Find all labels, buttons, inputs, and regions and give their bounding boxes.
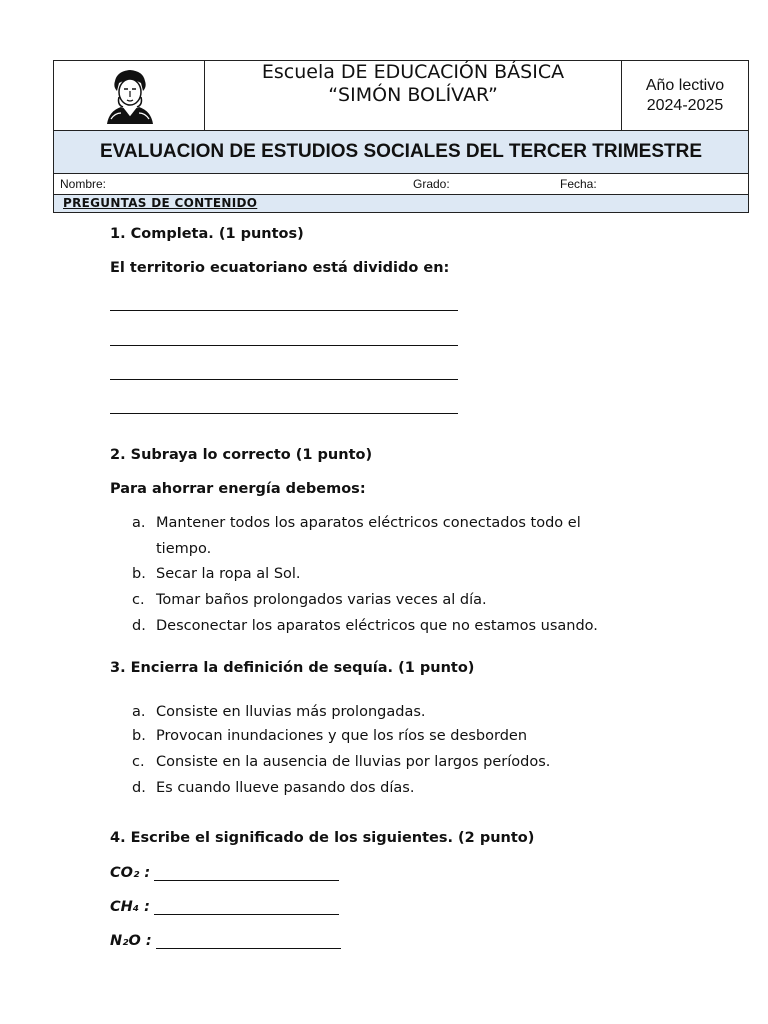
option-letter: a. — [132, 515, 146, 531]
portrait-icon — [97, 67, 161, 125]
section-heading: PREGUNTAS DE CONTENIDO — [54, 195, 748, 212]
answer-line[interactable] — [154, 900, 339, 915]
answer-line[interactable] — [110, 413, 458, 414]
exam-title: EVALUACION DE ESTUDIOS SOCIALES DEL TERCER TRIMESTRE — [54, 131, 748, 174]
answer-line[interactable] — [110, 345, 458, 346]
option-letter: d. — [132, 618, 146, 634]
option-letter: a. — [132, 704, 146, 720]
answer-line[interactable] — [156, 934, 341, 949]
question-1-prompt: El territorio ecuatoriano está dividido en: — [110, 260, 450, 276]
school-name-line1: Escuela DE EDUCACIÓN BÁSICA — [261, 61, 565, 83]
year-label: Año lectivo — [645, 76, 725, 94]
student-fields-row — [54, 174, 748, 195]
year-value: 2024-2025 — [646, 96, 724, 114]
question-4-title: 4. Escribe el significado de los siguientes. (2 punto) — [110, 830, 535, 846]
question-3-title: 3. Encierra la definición de sequía. (1 punto) — [110, 660, 475, 676]
chem-item-co2 — [110, 865, 339, 881]
option-letter: b. — [132, 566, 146, 582]
option-item[interactable] — [132, 723, 527, 749]
header-top-row — [54, 61, 748, 131]
option-text-continued: tiempo. — [156, 541, 212, 557]
option-item[interactable] — [132, 587, 487, 613]
option-text: Es cuando llueve pasando dos días. — [156, 780, 415, 796]
question-2-title: 2. Subraya lo correcto (1 punto) — [110, 447, 373, 463]
option-text: Desconectar los aparatos eléctricos que no estamos usando. — [156, 618, 598, 634]
option-letter: d. — [132, 780, 146, 796]
option-text: Provocan inundaciones y que los ríos se desborden — [156, 728, 528, 744]
question-2-prompt: Para ahorrar energía debemos: — [110, 481, 366, 497]
answer-line[interactable] — [154, 866, 339, 881]
school-name-line2: “SIMÓN BOLÍVAR” — [328, 84, 498, 106]
chem-item-n2o — [110, 933, 341, 949]
option-letter: c. — [132, 754, 145, 770]
option-text: Tomar baños prolongados varias veces al día. — [156, 592, 487, 608]
chem-item-ch4 — [110, 899, 339, 915]
option-item[interactable] — [132, 561, 301, 587]
grado-field[interactable]: Grado: — [413, 177, 450, 191]
school-name — [205, 61, 622, 130]
chem-formula: CH₄ : — [110, 899, 150, 915]
fecha-field[interactable]: Fecha: — [560, 177, 597, 191]
option-letter: b. — [132, 728, 146, 744]
chem-formula: CO₂ : — [110, 865, 151, 881]
option-item[interactable] — [132, 510, 581, 536]
chem-formula: N₂O : — [110, 933, 152, 949]
option-letter: c. — [132, 592, 145, 608]
option-item[interactable] — [132, 775, 414, 801]
answer-line[interactable] — [110, 310, 458, 311]
option-text: Consiste en lluvias más prolongadas. — [156, 704, 426, 720]
option-item[interactable] — [132, 613, 598, 639]
option-text: Mantener todos los aparatos eléctricos conectados todo el — [156, 515, 581, 531]
question-1-title: 1. Completa. (1 puntos) — [110, 226, 304, 242]
option-item[interactable] — [132, 699, 426, 725]
nombre-field[interactable]: Nombre: — [60, 177, 107, 191]
header-table — [53, 60, 749, 213]
option-item[interactable] — [132, 749, 550, 775]
bolivar-portrait-logo — [54, 61, 205, 130]
option-text: Consiste en la ausencia de lluvias por largos períodos. — [156, 754, 551, 770]
answer-line[interactable] — [110, 379, 458, 380]
option-text: Secar la ropa al Sol. — [156, 566, 301, 582]
school-year — [622, 61, 748, 130]
